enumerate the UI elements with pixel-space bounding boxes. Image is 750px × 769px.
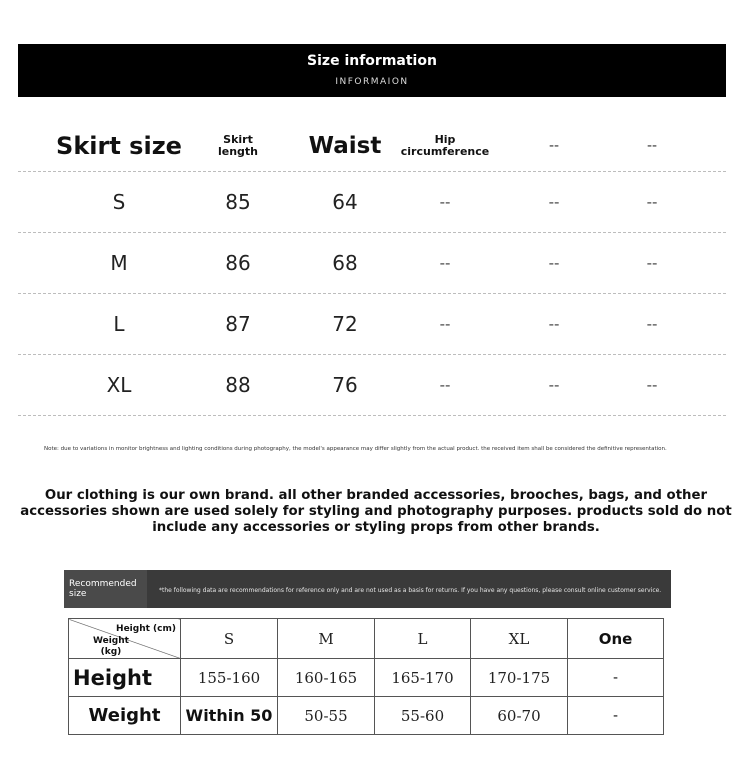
photo-note: Note: due to variations in monitor brightness and lighting conditions during photography, the model's appearance may differ slightly from the actual product. the received item shall be considered the definitive representation. <box>44 446 667 452</box>
hip-cell: -- <box>439 315 451 333</box>
weight-row-label: Weight <box>69 697 181 735</box>
empty-cell: -- <box>646 254 658 272</box>
recommended-size-bar <box>64 570 671 608</box>
size-info-header <box>18 44 726 97</box>
length-cell: 86 <box>225 251 251 275</box>
skirt-size-table <box>18 120 726 416</box>
header-skirt-length <box>188 120 288 171</box>
waist-cell: 76 <box>332 373 358 397</box>
table-row <box>18 233 726 294</box>
length-cell: 87 <box>225 312 251 336</box>
header-skirt-length-text: Skirt length <box>217 132 259 158</box>
table-row <box>69 659 664 697</box>
waist-cell: 64 <box>332 190 358 214</box>
table-row <box>69 619 664 659</box>
size-cell: S <box>112 190 126 214</box>
table-row <box>18 355 726 416</box>
column-header: L <box>375 619 471 659</box>
hip-cell: -- <box>439 254 451 272</box>
height-cell: 170-175 <box>471 659 568 697</box>
empty-cell: -- <box>646 193 658 211</box>
header-title: Size information <box>307 53 437 69</box>
table-row <box>18 172 726 233</box>
recommended-size-text: *the following data are recommendations for reference only and are not used as a basis for returns. If you have any questions, please consult online customer service. <box>159 587 662 594</box>
brand-notice: Our clothing is our own brand. all other branded accessories, brooches, bags, and other accessories shown are used solely for styling and photography purposes. products sold do not include any accessories or styling props from other brands. <box>20 488 732 535</box>
table-row <box>69 697 664 735</box>
recommended-size-table <box>68 618 664 735</box>
size-cell: M <box>110 251 128 275</box>
column-header: M <box>278 619 375 659</box>
height-cell: 155-160 <box>181 659 278 697</box>
empty-cell: -- <box>646 376 658 394</box>
header-hip-text: Hip circumference <box>400 132 490 158</box>
table-row <box>18 294 726 355</box>
header-skirt-size: Skirt size <box>56 131 182 160</box>
weight-cell: 55-60 <box>375 697 471 735</box>
weight-cell: Within 50 <box>181 697 278 735</box>
empty-cell: -- <box>548 315 560 333</box>
weight-cell: 60-70 <box>471 697 568 735</box>
hip-cell: -- <box>439 193 451 211</box>
waist-cell: 68 <box>332 251 358 275</box>
height-cell: - <box>568 659 664 697</box>
size-cell: L <box>113 312 125 336</box>
length-cell: 85 <box>225 190 251 214</box>
empty-cell: -- <box>646 315 658 333</box>
header-empty-2: -- <box>646 137 658 154</box>
height-row-label: Height <box>69 659 181 697</box>
empty-cell: -- <box>548 254 560 272</box>
size-cell: XL <box>106 373 132 397</box>
length-cell: 88 <box>225 373 251 397</box>
empty-cell: -- <box>548 193 560 211</box>
header-empty-1: -- <box>548 137 560 154</box>
corner-cell <box>69 619 181 659</box>
size-table-header-row <box>18 120 726 172</box>
header-hip <box>390 120 500 171</box>
weight-cell: - <box>568 697 664 735</box>
empty-cell: -- <box>548 376 560 394</box>
recommended-size-label: Recommended size <box>64 570 147 608</box>
column-header: XL <box>471 619 568 659</box>
waist-cell: 72 <box>332 312 358 336</box>
hip-cell: -- <box>439 376 451 394</box>
corner-height-label: Height (cm) <box>116 624 176 634</box>
column-header: One <box>568 619 664 659</box>
header-waist: Waist <box>308 132 382 159</box>
height-cell: 160-165 <box>278 659 375 697</box>
header-subtitle: INFORMAION <box>335 77 409 87</box>
height-cell: 165-170 <box>375 659 471 697</box>
column-header: S <box>181 619 278 659</box>
weight-cell: 50-55 <box>278 697 375 735</box>
corner-weight-label: Weight (kg) <box>93 636 129 657</box>
